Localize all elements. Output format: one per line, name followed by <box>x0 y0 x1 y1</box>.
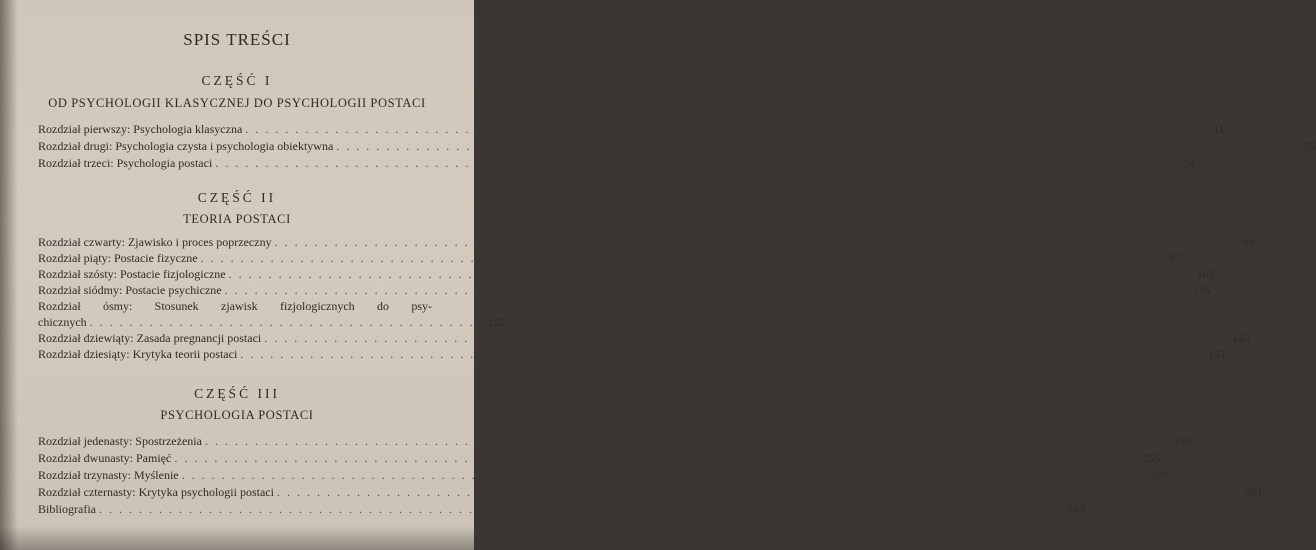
toc-entry-label: Bibliografia <box>38 502 96 516</box>
toc-entry-label: Rozdział trzynasty: Myślenie <box>38 468 179 482</box>
toc-entry[interactable] <box>38 467 1168 483</box>
toc-entry[interactable] <box>38 484 1263 500</box>
toc-entry-page: 55 <box>1304 139 1316 153</box>
toc-entry-label: Rozdział dwunasty: Pamięć <box>38 451 172 465</box>
toc-entry-label: Rozdział pierwszy: Psychologia klasyczna <box>38 122 243 136</box>
toc-entry[interactable] <box>38 433 1191 449</box>
toc-entry-label: Rozdział trzeci: Psychologia postaci <box>38 156 213 170</box>
dot-leader <box>229 266 1194 282</box>
toc-entry-page: 116 <box>1192 283 1211 297</box>
toc-entry-page: 74 <box>1183 156 1196 170</box>
dot-leader <box>277 484 1242 500</box>
toc-entry-label: Rozdział jedenasty: Spostrzeżenia <box>38 434 202 448</box>
dot-leader: . . . . . . . . . . . . . . . . . . . . . . . . . . . . . . . . . . . . . . . . <box>89 315 485 329</box>
page-title: SPIS TREŚCI <box>183 30 291 49</box>
toc-entry[interactable] <box>38 330 1251 346</box>
toc-entry-label: Rozdział czwarty: Zjawisko i proces poprzeczny <box>38 235 272 249</box>
toc-entry-label: Rozdział siódmy: Postacie psychiczne <box>38 283 222 297</box>
toc-entry[interactable] <box>38 298 432 314</box>
toc-entry-page: 255 <box>1142 451 1161 465</box>
toc-entry[interactable] <box>38 250 1181 266</box>
dot-leader <box>240 346 1205 362</box>
dot-leader <box>174 450 1139 466</box>
toc-entry-page: 151 <box>1208 347 1227 361</box>
part-2-heading: CZĘŚĆ II <box>197 190 277 205</box>
toc-entry-label: Rozdział piąty: Postacie fizyczne <box>38 251 198 265</box>
dot-leader <box>336 138 1301 154</box>
toc-entry-page: 105 <box>1196 267 1215 281</box>
toc-entry-page: 97 <box>1168 251 1181 265</box>
toc-entry[interactable] <box>38 450 1161 466</box>
dot-leader <box>215 155 1180 171</box>
dot-leader <box>99 501 1064 517</box>
dot-leader <box>225 282 1190 298</box>
toc-entry[interactable] <box>38 121 1225 137</box>
toc-entry-label: Rozdział drugi: Psychologia czysta i psychologia obiektywna <box>38 139 334 153</box>
toc-entry[interactable] <box>38 266 1215 282</box>
toc-entry-page: 361 <box>1244 485 1263 499</box>
part-2-title: TEORIA POSTACI <box>183 212 291 226</box>
toc-entry-label: Rozdział dziesiąty: Krytyka teorii postaci <box>38 347 238 361</box>
toc-entry-label: chicznych <box>38 315 87 329</box>
toc-entry-continuation[interactable] <box>38 314 506 330</box>
part-1-title: OD PSYCHOLOGII KLASYCZNEJ DO PSYCHOLOGII POSTACI <box>48 96 426 110</box>
dot-leader <box>201 250 1166 266</box>
toc-entry-label: Rozdział dziewiąty: Zasada pregnancji postaci <box>38 331 262 345</box>
toc-entry-page: 11 <box>1213 122 1225 136</box>
toc-entry-page: 88 <box>1242 235 1255 249</box>
toc-entry[interactable] <box>38 234 1255 250</box>
dot-leader <box>182 467 1147 483</box>
dot-leader <box>245 121 1210 137</box>
toc-entry[interactable] <box>38 155 1196 171</box>
toc-entry-page: 143 <box>1232 331 1251 345</box>
part-1-heading: CZĘŚĆ I <box>201 73 273 88</box>
page-bottom-shadow <box>0 526 474 550</box>
toc-entry-page: 199 <box>1172 434 1191 448</box>
toc-entry-page: 289 <box>1149 468 1168 482</box>
part-3-heading: CZĘŚĆ III <box>194 386 280 401</box>
toc-entry[interactable] <box>38 346 1227 362</box>
toc-entry-label: Rozdział szósty: Postacie fizjologiczne <box>38 267 226 281</box>
dot-leader <box>275 234 1240 250</box>
dot-leader <box>205 433 1170 449</box>
toc-entry-page: 383 <box>1066 502 1085 516</box>
part-3-title: PSYCHOLOGIA POSTACI <box>160 408 314 422</box>
toc-entry-label: Rozdział ósmy: Stosunek zjawisk fizjologicznych do psy- <box>38 299 432 313</box>
toc-entry-label: Rozdział czternasty: Krytyka psychologii postaci <box>38 485 274 499</box>
toc-entry[interactable] <box>38 282 1211 298</box>
toc-entry[interactable] <box>38 138 1316 154</box>
toc-entry-page: 122 <box>487 315 506 329</box>
dot-leader <box>264 330 1229 346</box>
toc-entry[interactable] <box>38 501 1085 517</box>
